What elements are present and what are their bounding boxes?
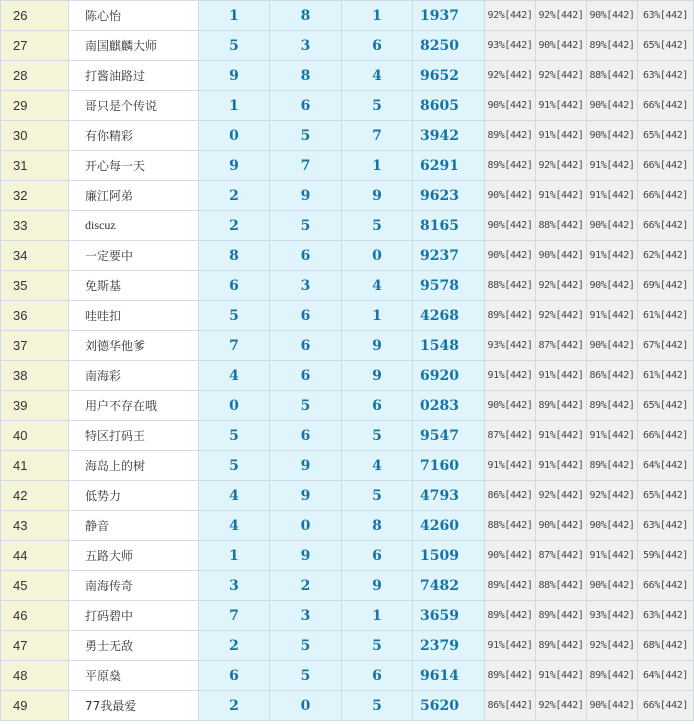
hit-rate-cell: 65%[442] [638,481,694,511]
hit-rate-cell: 88%[442] [536,571,587,601]
predicted-digit-cell: 7 [342,121,413,151]
predicted-digit-cell: 5 [342,91,413,121]
table-row [1,691,694,721]
hit-rate-cell: 66%[442] [638,691,694,721]
username-cell[interactable]: 南海彩 [69,361,199,391]
predicted-number-cell: 4268 [413,301,485,331]
hit-rate-cell: 90%[442] [485,181,536,211]
hit-rate-cell: 63%[442] [638,511,694,541]
hit-rate-cell: 91%[442] [536,181,587,211]
rank-cell: 46 [1,601,69,631]
predicted-digit-cell: 2 [199,631,270,661]
hit-rate-cell: 65%[442] [638,121,694,151]
hit-rate-cell: 88%[442] [587,61,638,91]
table-row [1,571,694,601]
predicted-digit-cell: 9 [342,181,413,211]
hit-rate-cell: 91%[442] [587,541,638,571]
table-row [1,331,694,361]
username-cell[interactable]: 打酱油路过 [69,61,199,91]
hit-rate-cell: 59%[442] [638,541,694,571]
predicted-number-cell: 1509 [413,541,485,571]
hit-rate-cell: 89%[442] [536,601,587,631]
predicted-digit-cell: 6 [270,331,342,361]
username-cell[interactable]: 刘德华他爹 [69,331,199,361]
predicted-digit-cell: 6 [270,421,342,451]
table-row [1,121,694,151]
table-row [1,151,694,181]
hit-rate-cell: 92%[442] [536,481,587,511]
predicted-number-cell: 8250 [413,31,485,61]
predicted-number-cell: 7160 [413,451,485,481]
table-row [1,301,694,331]
hit-rate-cell: 91%[442] [587,181,638,211]
predicted-digit-cell: 6 [199,661,270,691]
hit-rate-cell: 89%[442] [536,391,587,421]
username-cell[interactable]: discuz [69,211,199,241]
predicted-digit-cell: 6 [342,31,413,61]
predicted-digit-cell: 8 [342,511,413,541]
predicted-number-cell: 6920 [413,361,485,391]
hit-rate-cell: 92%[442] [485,61,536,91]
hit-rate-cell: 91%[442] [587,301,638,331]
predicted-digit-cell: 5 [342,691,413,721]
predicted-number-cell: 4260 [413,511,485,541]
predicted-digit-cell: 9 [342,361,413,391]
hit-rate-cell: 91%[442] [485,361,536,391]
predicted-digit-cell: 4 [342,271,413,301]
table-row [1,391,694,421]
predicted-digit-cell: 4 [199,511,270,541]
hit-rate-cell: 66%[442] [638,91,694,121]
rank-cell: 27 [1,31,69,61]
predicted-digit-cell: 0 [342,241,413,271]
hit-rate-cell: 88%[442] [536,211,587,241]
username-cell[interactable]: 南国麒麟大师 [69,31,199,61]
predicted-digit-cell: 3 [270,271,342,301]
rank-cell: 41 [1,451,69,481]
predicted-digit-cell: 9 [270,181,342,211]
predicted-number-cell: 5620 [413,691,485,721]
hit-rate-cell: 89%[442] [485,151,536,181]
hit-rate-cell: 93%[442] [587,601,638,631]
predicted-digit-cell: 6 [270,241,342,271]
hit-rate-cell: 92%[442] [536,61,587,91]
hit-rate-cell: 87%[442] [485,421,536,451]
hit-rate-cell: 87%[442] [536,331,587,361]
hit-rate-cell: 89%[442] [485,661,536,691]
hit-rate-cell: 90%[442] [587,571,638,601]
hit-rate-cell: 89%[442] [485,601,536,631]
hit-rate-cell: 62%[442] [638,241,694,271]
hit-rate-cell: 92%[442] [536,151,587,181]
predicted-digit-cell: 5 [199,421,270,451]
hit-rate-cell: 86%[442] [485,481,536,511]
rank-cell: 35 [1,271,69,301]
rank-cell: 36 [1,301,69,331]
rank-cell: 32 [1,181,69,211]
rank-cell: 44 [1,541,69,571]
hit-rate-cell: 90%[442] [485,541,536,571]
username-cell[interactable]: 哥只是个传说 [69,91,199,121]
predicted-digit-cell: 3 [199,571,270,601]
hit-rate-cell: 90%[442] [536,31,587,61]
username-cell[interactable]: 陈心怡 [69,1,199,31]
rank-cell: 37 [1,331,69,361]
hit-rate-cell: 64%[442] [638,451,694,481]
hit-rate-cell: 90%[442] [587,211,638,241]
predicted-digit-cell: 9 [342,571,413,601]
rank-cell: 42 [1,481,69,511]
table-row [1,421,694,451]
hit-rate-cell: 91%[442] [536,661,587,691]
predicted-digit-cell: 1 [342,1,413,31]
hit-rate-cell: 89%[442] [587,451,638,481]
table-row [1,31,694,61]
predicted-digit-cell: 9 [270,481,342,511]
table-row [1,481,694,511]
predicted-digit-cell: 8 [270,1,342,31]
predicted-number-cell: 9614 [413,661,485,691]
rank-cell: 31 [1,151,69,181]
rank-cell: 49 [1,691,69,721]
hit-rate-cell: 90%[442] [587,1,638,31]
table-row [1,1,694,31]
hit-rate-cell: 93%[442] [485,31,536,61]
predicted-digit-cell: 5 [270,391,342,421]
rank-cell: 34 [1,241,69,271]
predicted-digit-cell: 5 [342,421,413,451]
predicted-digit-cell: 1 [342,601,413,631]
hit-rate-cell: 89%[442] [485,571,536,601]
hit-rate-cell: 86%[442] [587,361,638,391]
hit-rate-cell: 66%[442] [638,151,694,181]
rank-cell: 45 [1,571,69,601]
username-cell[interactable]: 免斯基 [69,271,199,301]
hit-rate-cell: 87%[442] [536,541,587,571]
predicted-digit-cell: 5 [199,301,270,331]
predicted-digit-cell: 4 [342,61,413,91]
predicted-number-cell: 8165 [413,211,485,241]
predicted-digit-cell: 0 [270,691,342,721]
predicted-digit-cell: 5 [342,481,413,511]
table-row [1,361,694,391]
predicted-digit-cell: 9 [199,61,270,91]
predicted-digit-cell: 0 [199,121,270,151]
hit-rate-cell: 90%[442] [536,511,587,541]
predicted-number-cell: 6291 [413,151,485,181]
rank-cell: 39 [1,391,69,421]
predicted-digit-cell: 1 [342,301,413,331]
predicted-digit-cell: 6 [199,271,270,301]
hit-rate-cell: 65%[442] [638,31,694,61]
hit-rate-cell: 67%[442] [638,331,694,361]
hit-rate-cell: 91%[442] [587,241,638,271]
predicted-digit-cell: 8 [199,241,270,271]
hit-rate-cell: 90%[442] [536,241,587,271]
hit-rate-cell: 90%[442] [587,271,638,301]
hit-rate-cell: 66%[442] [638,421,694,451]
predicted-digit-cell: 6 [270,361,342,391]
predicted-digit-cell: 5 [199,451,270,481]
hit-rate-cell: 90%[442] [485,211,536,241]
hit-rate-cell: 88%[442] [485,511,536,541]
hit-rate-cell: 63%[442] [638,1,694,31]
rank-cell: 26 [1,1,69,31]
predicted-digit-cell: 2 [199,181,270,211]
hit-rate-cell: 89%[442] [485,121,536,151]
predicted-digit-cell: 7 [270,151,342,181]
username-cell[interactable]: 海岛上的树 [69,451,199,481]
predicted-digit-cell: 4 [199,481,270,511]
hit-rate-cell: 90%[442] [587,331,638,361]
hit-rate-cell: 89%[442] [587,661,638,691]
predicted-digit-cell: 9 [270,541,342,571]
hit-rate-cell: 91%[442] [485,631,536,661]
hit-rate-cell: 90%[442] [587,511,638,541]
predicted-digit-cell: 2 [199,691,270,721]
predicted-digit-cell: 7 [199,331,270,361]
predicted-digit-cell: 3 [270,31,342,61]
predicted-number-cell: 8605 [413,91,485,121]
rank-cell: 30 [1,121,69,151]
hit-rate-cell: 89%[442] [485,301,536,331]
predicted-digit-cell: 6 [270,301,342,331]
username-cell[interactable]: 特区打码王 [69,421,199,451]
hit-rate-cell: 91%[442] [536,451,587,481]
hit-rate-cell: 92%[442] [587,481,638,511]
predicted-number-cell: 7482 [413,571,485,601]
rank-cell: 47 [1,631,69,661]
predicted-digit-cell: 1 [199,1,270,31]
table-row [1,241,694,271]
hit-rate-cell: 89%[442] [587,31,638,61]
table-row [1,271,694,301]
predicted-number-cell: 9652 [413,61,485,91]
username-cell[interactable]: 开心每一天 [69,151,199,181]
table-row [1,661,694,691]
table-row [1,181,694,211]
hit-rate-cell: 91%[442] [485,451,536,481]
table-row [1,511,694,541]
predicted-number-cell: 1548 [413,331,485,361]
predicted-number-cell: 9237 [413,241,485,271]
predicted-number-cell: 0283 [413,391,485,421]
username-cell[interactable]: 低势力 [69,481,199,511]
hit-rate-cell: 93%[442] [485,331,536,361]
predicted-digit-cell: 0 [270,511,342,541]
rank-cell: 43 [1,511,69,541]
predicted-digit-cell: 9 [342,331,413,361]
predicted-digit-cell: 4 [342,451,413,481]
hit-rate-cell: 91%[442] [536,91,587,121]
hit-rate-cell: 61%[442] [638,301,694,331]
rank-cell: 38 [1,361,69,391]
hit-rate-cell: 88%[442] [485,271,536,301]
hit-rate-cell: 66%[442] [638,181,694,211]
hit-rate-cell: 64%[442] [638,661,694,691]
predicted-number-cell: 1937 [413,1,485,31]
username-cell[interactable]: 一定要中 [69,241,199,271]
predicted-digit-cell: 6 [342,661,413,691]
rank-cell: 28 [1,61,69,91]
username-cell[interactable]: 77我最爱 [69,691,199,721]
hit-rate-cell: 92%[442] [485,1,536,31]
hit-rate-cell: 66%[442] [638,211,694,241]
hit-rate-cell: 89%[442] [587,391,638,421]
hit-rate-cell: 91%[442] [587,151,638,181]
username-cell[interactable]: 廉江阿弟 [69,181,199,211]
username-cell[interactable]: 平原燊 [69,661,199,691]
rank-cell: 40 [1,421,69,451]
hit-rate-cell: 90%[442] [587,91,638,121]
table-row [1,541,694,571]
predicted-digit-cell: 9 [199,151,270,181]
predicted-digit-cell: 1 [199,541,270,571]
predicted-number-cell: 3942 [413,121,485,151]
hit-rate-cell: 89%[442] [536,631,587,661]
hit-rate-cell: 91%[442] [536,121,587,151]
predicted-digit-cell: 5 [270,661,342,691]
predicted-digit-cell: 0 [199,391,270,421]
table-row [1,211,694,241]
predicted-digit-cell: 5 [342,211,413,241]
predicted-number-cell: 9578 [413,271,485,301]
hit-rate-cell: 90%[442] [485,241,536,271]
predicted-number-cell: 3659 [413,601,485,631]
predicted-digit-cell: 9 [270,451,342,481]
predicted-number-cell: 4793 [413,481,485,511]
table-row [1,631,694,661]
hit-rate-cell: 92%[442] [536,301,587,331]
hit-rate-cell: 90%[442] [485,91,536,121]
rank-cell: 29 [1,91,69,121]
hit-rate-cell: 66%[442] [638,571,694,601]
table-row [1,601,694,631]
username-cell[interactable]: 南海传奇 [69,571,199,601]
hit-rate-cell: 91%[442] [536,361,587,391]
username-cell[interactable]: 打码碧中 [69,601,199,631]
predicted-digit-cell: 1 [342,151,413,181]
predicted-digit-cell: 6 [270,91,342,121]
predicted-digit-cell: 7 [199,601,270,631]
hit-rate-cell: 91%[442] [536,421,587,451]
hit-rate-cell: 61%[442] [638,361,694,391]
predicted-digit-cell: 2 [270,571,342,601]
predicted-digit-cell: 6 [342,391,413,421]
hit-rate-cell: 90%[442] [587,691,638,721]
hit-rate-cell: 63%[442] [638,61,694,91]
rank-cell: 33 [1,211,69,241]
username-cell[interactable]: 五路大师 [69,541,199,571]
username-cell[interactable]: 勇士无敌 [69,631,199,661]
predicted-digit-cell: 5 [270,631,342,661]
hit-rate-cell: 65%[442] [638,391,694,421]
predicted-digit-cell: 5 [199,31,270,61]
predicted-digit-cell: 1 [199,91,270,121]
hit-rate-cell: 90%[442] [485,391,536,421]
hit-rate-cell: 86%[442] [485,691,536,721]
hit-rate-cell: 63%[442] [638,601,694,631]
predicted-number-cell: 9623 [413,181,485,211]
hit-rate-cell: 91%[442] [587,421,638,451]
hit-rate-cell: 90%[442] [587,121,638,151]
predicted-digit-cell: 3 [270,601,342,631]
predicted-digit-cell: 5 [270,121,342,151]
hit-rate-cell: 92%[442] [536,1,587,31]
rank-cell: 48 [1,661,69,691]
ranking-table-body [1,1,694,721]
predicted-digit-cell: 8 [270,61,342,91]
table-row [1,91,694,121]
hit-rate-cell: 68%[442] [638,631,694,661]
predicted-number-cell: 9547 [413,421,485,451]
hit-rate-cell: 92%[442] [587,631,638,661]
username-cell[interactable]: 有你精彩 [69,121,199,151]
username-cell[interactable]: 哇哇扣 [69,301,199,331]
predicted-digit-cell: 5 [342,631,413,661]
hit-rate-cell: 92%[442] [536,691,587,721]
predicted-number-cell: 2379 [413,631,485,661]
username-cell[interactable]: 用户不存在哦 [69,391,199,421]
table-row [1,61,694,91]
predicted-digit-cell: 5 [270,211,342,241]
username-cell[interactable]: 静音 [69,511,199,541]
hit-rate-cell: 69%[442] [638,271,694,301]
table-row [1,451,694,481]
predicted-digit-cell: 6 [342,541,413,571]
hit-rate-cell: 92%[442] [536,271,587,301]
predicted-digit-cell: 2 [199,211,270,241]
predicted-digit-cell: 4 [199,361,270,391]
